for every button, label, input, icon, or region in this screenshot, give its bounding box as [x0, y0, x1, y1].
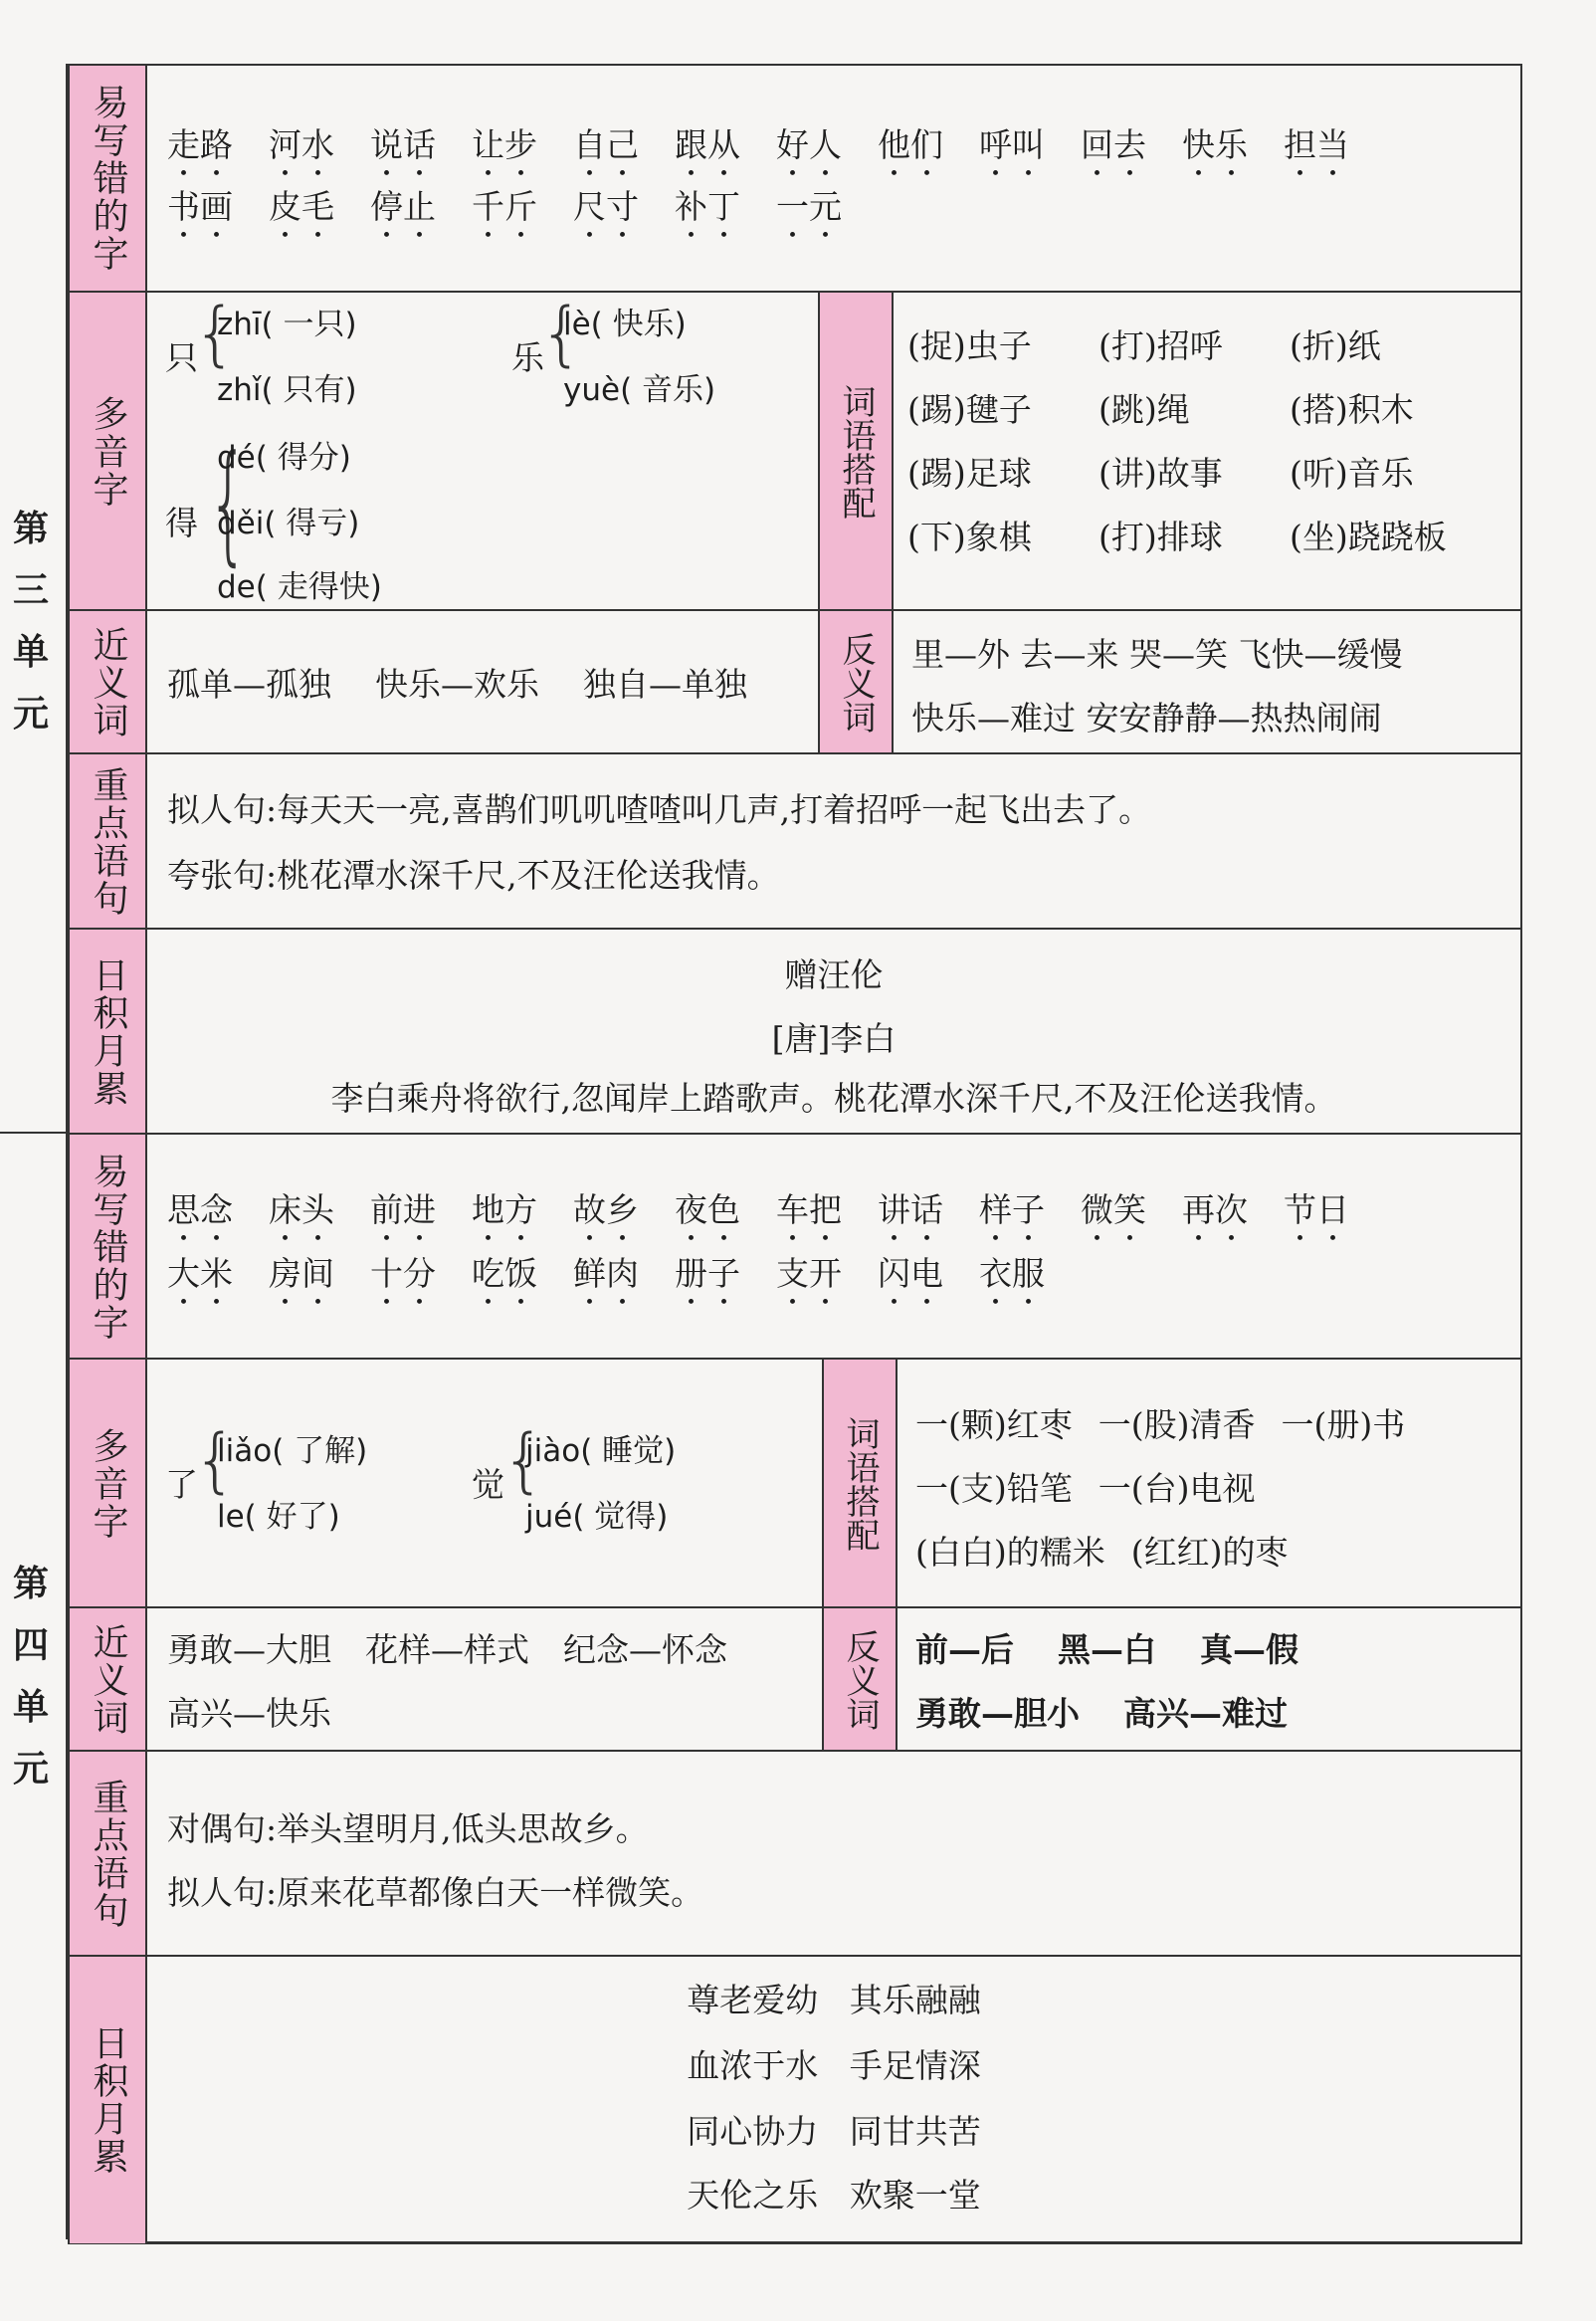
word-item: 补丁 [675, 187, 740, 226]
antonym-item: 前—后 [915, 1630, 1014, 1669]
word-item: 让步 [472, 125, 537, 164]
poly-char: 得 [165, 504, 198, 542]
row-header: 易写错的字 [70, 66, 147, 291]
row-header: 日积月累 [70, 1957, 147, 2243]
word-item: 书画 [167, 187, 233, 226]
poly-reading: zhī( 一只) [217, 307, 357, 342]
synonym-item: 花样—样式 [365, 1630, 529, 1669]
u4-syn-ant-row [70, 1606, 1520, 1752]
unit3-label: 第 三 单 元 [12, 508, 49, 735]
u3-polyphonic-row [70, 291, 1520, 611]
poly-reading: jué( 觉得) [525, 1499, 669, 1535]
idiom-line: 同心协力 同甘共苦 [687, 2112, 981, 2151]
idiom-line: 血浓于水 手足情深 [687, 2046, 981, 2085]
poly-char: 只 [165, 338, 198, 377]
word-item: 他们 [878, 125, 943, 164]
antonym-item: 黑—白 [1058, 1630, 1156, 1669]
row-header: 重点语句 [70, 1752, 147, 1957]
sub-header: 词语搭配 [818, 293, 894, 611]
antonym-line [915, 1688, 1331, 1735]
idiom-line: 尊老爱幼 其乐融融 [687, 1981, 981, 2019]
word-item: 衣服 [979, 1254, 1045, 1293]
antonym-item: 真—假 [1200, 1630, 1298, 1669]
word-item: 尺寸 [573, 187, 639, 226]
sub-header: 反义词 [822, 1608, 898, 1752]
u4-accumulation-row [70, 1955, 1520, 2243]
row-header: 多音字 [70, 1360, 147, 1608]
poly-reading: de( 走得快) [217, 569, 382, 605]
sub-header: 反义词 [818, 611, 894, 754]
word-item: 呼叫 [979, 125, 1045, 164]
antonym-line: 快乐—难过 安安静静—热热闹闹 [911, 699, 1382, 738]
collocation-line [915, 1527, 1314, 1574]
brace: { [193, 1419, 238, 1501]
collocation-item: (白白)的糯米 [915, 1533, 1105, 1572]
word-item: 微笑 [1081, 1190, 1146, 1229]
poly-char: 乐 [511, 338, 544, 377]
collocation-item: (红红)的枣 [1130, 1533, 1289, 1572]
word-item: 停止 [370, 187, 436, 226]
word-item: 好人 [776, 125, 842, 164]
word-item: 大米 [167, 1254, 233, 1293]
u4-key-sentences-row [70, 1750, 1520, 1957]
collocation-item: (跳)绳 [1098, 390, 1190, 429]
summary-table [68, 64, 1522, 2244]
word-line-2 [167, 1248, 1081, 1313]
word-item: 再次 [1182, 1190, 1248, 1229]
collocation-item: (下)象棋 [907, 518, 1032, 556]
collocation-item: 一(支)铅笔 [915, 1469, 1073, 1508]
brace: { [207, 427, 250, 578]
word-item: 吃饭 [472, 1254, 537, 1293]
collocation-item: (听)音乐 [1290, 454, 1414, 493]
synonym-item: 独自—单独 [583, 665, 747, 704]
u3-syn-ant-row [70, 609, 1520, 754]
antonym-line: 里—外 去—来 哭—笑 飞快—缓慢 [911, 635, 1403, 674]
row-header: 重点语句 [70, 754, 147, 930]
key-sentence: 拟人句:每天天一亮,喜鹊们叽叽喳喳叫几声,打着招呼一起飞出去了。 [167, 790, 1152, 829]
word-item: 自己 [573, 125, 639, 164]
collocation-line [915, 1399, 1431, 1446]
unit4-label: 第 四 单 元 [12, 1563, 49, 1790]
poem-text: 李白乘舟将欲行,忽闻岸上踏歌声。桃花潭水深千尺,不及汪伦送我情。 [330, 1079, 1337, 1118]
poly-reading: děi( 得亏) [217, 506, 360, 541]
word-item: 讲话 [878, 1190, 943, 1229]
word-item: 鲜肉 [573, 1254, 639, 1293]
collocation-item: 一(股)清香 [1097, 1405, 1256, 1444]
unit-column [0, 64, 68, 2239]
word-item: 节日 [1284, 1190, 1349, 1229]
synonym-item: 高兴—快乐 [167, 1694, 331, 1733]
word-item: 千斤 [472, 187, 537, 226]
u3-accumulation-row [70, 928, 1520, 1135]
synonym-item: 纪念—怀念 [563, 1630, 727, 1669]
collocation-item: (踢)足球 [907, 454, 1032, 493]
collocation-item: (折)纸 [1290, 326, 1381, 365]
synonym-item: 勇敢—大胆 [167, 1630, 331, 1669]
row-header: 日积月累 [70, 930, 147, 1135]
poly-reading: dé( 得分) [217, 440, 351, 476]
collocation-item: (坐)跷跷板 [1290, 518, 1447, 556]
antonym-line [915, 1624, 1342, 1671]
poem-title: 赠汪伦 [784, 955, 884, 994]
key-sentence: 夸张句:桃花潭水深千尺,不及汪伦送我情。 [167, 856, 780, 895]
idiom-area [147, 1957, 1520, 2243]
u4-polyphonic-row [70, 1358, 1520, 1608]
poly-reading: lè( 快乐) [563, 307, 687, 342]
word-item: 担当 [1284, 125, 1349, 164]
word-item: 思念 [167, 1190, 233, 1229]
word-item: 床头 [269, 1190, 334, 1229]
u4-easy-wrong-row [70, 1133, 1520, 1360]
word-item: 故乡 [573, 1190, 639, 1229]
word-item: 样子 [979, 1190, 1045, 1229]
word-item: 回去 [1081, 125, 1146, 164]
collocation-item: 一(颗)红枣 [915, 1405, 1073, 1444]
synonym-line [167, 1624, 761, 1671]
word-item: 前进 [370, 1190, 436, 1229]
u3-easy-wrong-row [70, 66, 1520, 291]
word-item: 说话 [370, 125, 436, 164]
brace: { [501, 1419, 546, 1501]
brace: { [539, 293, 584, 374]
collocation-item: (踢)毽子 [907, 390, 1032, 429]
u3-synonyms [167, 659, 791, 706]
poly-reading: yuè( 音乐) [563, 372, 716, 408]
key-sentence: 对偶句:举头望明月,低头思故乡。 [167, 1809, 649, 1848]
word-item: 夜色 [675, 1190, 740, 1229]
brace: { [193, 293, 238, 374]
word-line-1 [167, 119, 1385, 184]
synonym-item: 快乐—欢乐 [375, 665, 539, 704]
collocation-item: (捉)虫子 [907, 326, 1032, 365]
collocation-item: (打)排球 [1098, 518, 1223, 556]
poly-reading: zhǐ( 只有) [217, 372, 357, 408]
row-header: 易写错的字 [70, 1135, 147, 1360]
sub-header: 词语搭配 [822, 1360, 898, 1608]
poly-reading: jiào( 睡觉) [525, 1433, 677, 1469]
collocation-item: (搭)积木 [1290, 390, 1414, 429]
unit-divider [0, 1132, 68, 1134]
u3-key-sentences-row [70, 752, 1520, 930]
collocation-item: 一(册)书 [1281, 1405, 1406, 1444]
word-item: 河水 [269, 125, 334, 164]
poly-reading: liǎo( 了解) [217, 1433, 368, 1469]
word-item: 车把 [776, 1190, 842, 1229]
word-item: 房间 [269, 1254, 334, 1293]
collocation-item: (打)招呼 [1098, 326, 1223, 365]
word-item: 闪电 [878, 1254, 943, 1293]
antonym-item: 勇敢—胆小 [915, 1694, 1080, 1733]
word-item: 支开 [776, 1254, 842, 1293]
poem-area [147, 930, 1520, 1135]
word-item: 走路 [167, 125, 233, 164]
word-item: 地方 [472, 1190, 537, 1229]
word-line-2 [167, 181, 878, 246]
poly-reading: le( 好了) [217, 1499, 340, 1535]
word-line-1 [167, 1184, 1385, 1249]
collocation-line [915, 1463, 1282, 1510]
collocation-item: 一(台)电视 [1097, 1469, 1256, 1508]
synonym-line [167, 1688, 365, 1735]
poly-char: 觉 [472, 1465, 504, 1504]
word-item: 跟从 [675, 125, 740, 164]
word-item: 一元 [776, 187, 842, 226]
word-item: 十分 [370, 1254, 436, 1293]
idiom-line: 天伦之乐 欢聚一堂 [687, 2176, 981, 2215]
poem-author: [唐]李白 [771, 1019, 897, 1058]
poly-char: 了 [165, 1465, 198, 1504]
word-item: 快乐 [1182, 125, 1248, 164]
word-item: 册子 [675, 1254, 740, 1293]
antonym-item: 高兴—难过 [1123, 1694, 1288, 1733]
key-sentence: 拟人句:原来花草都像白天一样微笑。 [167, 1873, 704, 1912]
collocation-item: (讲)故事 [1098, 454, 1223, 493]
synonym-item: 孤单—孤独 [167, 665, 331, 704]
word-item: 皮毛 [269, 187, 334, 226]
row-header: 近义词 [70, 611, 147, 754]
row-header: 多音字 [70, 293, 147, 611]
row-header: 近义词 [70, 1608, 147, 1752]
